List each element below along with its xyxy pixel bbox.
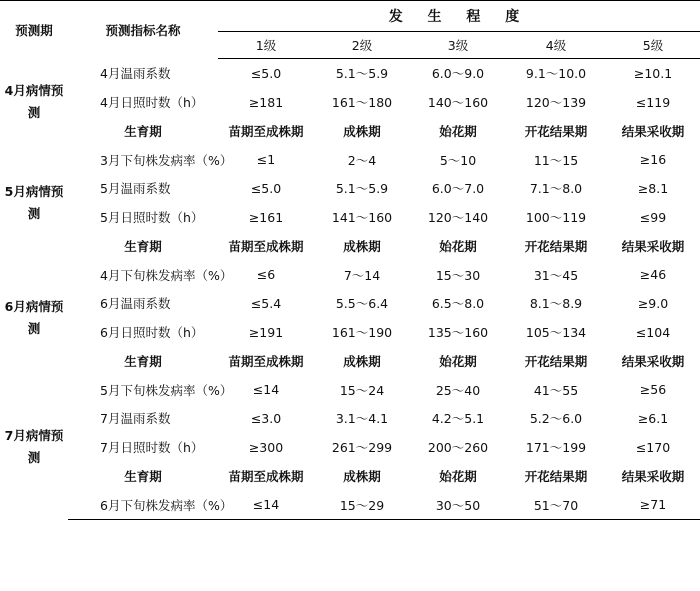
indicator-cell: 生育期 bbox=[124, 353, 162, 369]
value-cell-level-2: 7～14 bbox=[343, 267, 381, 283]
header-level-3: 3级 bbox=[410, 32, 506, 59]
table-row bbox=[0, 174, 700, 203]
value-cell-level-5: ≤170 bbox=[635, 439, 671, 455]
table-row bbox=[0, 232, 700, 261]
value-cell-level-5: ≤99 bbox=[639, 209, 667, 225]
value-cell-level-1: ≤14 bbox=[218, 490, 314, 519]
period-cell: 6月病情预测 bbox=[4, 298, 64, 336]
indicator-cell: 7月日照时数（h） bbox=[100, 440, 204, 456]
table-row bbox=[0, 318, 700, 347]
value-cell-level-5: ≥8.1 bbox=[637, 180, 669, 196]
header-level-5: 5级 bbox=[606, 32, 700, 59]
value-cell-level-4: 开花结果期 bbox=[524, 468, 588, 484]
indicator-cell: 4月温雨系数 bbox=[100, 66, 171, 82]
value-cell-level-5: ≥10.1 bbox=[633, 65, 673, 81]
value-cell-level-2: 15～29 bbox=[314, 490, 410, 519]
value-cell-level-3: 30～50 bbox=[410, 490, 506, 519]
value-cell-level-1: ≥181 bbox=[248, 94, 284, 110]
table-row bbox=[0, 433, 700, 462]
value-cell-level-1: ≥300 bbox=[248, 439, 284, 455]
period-cell: 5月病情预测 bbox=[4, 183, 64, 221]
value-cell-level-3: 120～140 bbox=[427, 210, 489, 226]
table-row bbox=[0, 462, 700, 491]
value-cell-level-3: 4.2～5.1 bbox=[431, 411, 485, 427]
indicator-cell: 4月日照时数（h） bbox=[100, 95, 204, 111]
value-cell-level-3: 6.5～8.0 bbox=[431, 296, 485, 312]
period-cell: 7月病情预测 bbox=[4, 428, 64, 466]
header-level-2: 2级 bbox=[314, 32, 410, 59]
value-cell-level-3: 15～30 bbox=[435, 267, 481, 283]
value-cell-level-2: 2～4 bbox=[347, 152, 377, 168]
indicator-cell: 6月温雨系数 bbox=[100, 296, 171, 312]
value-cell-level-1: ≤5.0 bbox=[250, 180, 282, 196]
value-cell-level-2: 161～190 bbox=[331, 325, 393, 341]
value-cell-level-2: 5.5～6.4 bbox=[335, 296, 389, 312]
value-cell-level-1: 苗期至成株期 bbox=[228, 238, 304, 254]
value-cell-level-5: ≥56 bbox=[639, 382, 667, 398]
value-cell-level-1: 苗期至成株期 bbox=[228, 123, 304, 139]
table-row bbox=[0, 59, 700, 88]
table-header bbox=[0, 1, 700, 59]
value-cell-level-4: 41～55 bbox=[533, 382, 579, 398]
value-cell-level-2: 成株期 bbox=[343, 123, 381, 139]
value-cell-level-3: 始花期 bbox=[439, 123, 477, 139]
header-row-1 bbox=[0, 1, 700, 32]
value-cell-level-5: 结果采收期 bbox=[621, 468, 685, 484]
table-row bbox=[0, 88, 700, 117]
value-cell-level-3: 6.0～9.0 bbox=[431, 66, 485, 82]
value-cell-level-5: ≥16 bbox=[639, 152, 667, 168]
value-cell-level-4: 8.1～8.9 bbox=[529, 296, 583, 312]
value-cell-level-1: ≤3.0 bbox=[250, 410, 282, 426]
value-cell-level-4: 开花结果期 bbox=[524, 353, 588, 369]
table-row bbox=[0, 145, 700, 174]
value-cell-level-4: 9.1～10.0 bbox=[525, 66, 587, 82]
value-cell-level-2: 161～180 bbox=[331, 95, 393, 111]
table-body bbox=[0, 59, 700, 520]
table-row bbox=[0, 203, 700, 232]
value-cell-level-3: 200～260 bbox=[427, 440, 489, 456]
value-cell-level-5: ≥46 bbox=[639, 267, 667, 283]
value-cell-level-3: 5～10 bbox=[439, 152, 477, 168]
value-cell-level-1: 苗期至成株期 bbox=[228, 468, 304, 484]
value-cell-level-4: 120～139 bbox=[525, 95, 587, 111]
value-cell-level-2: 成株期 bbox=[343, 238, 381, 254]
table-row bbox=[0, 404, 700, 433]
value-cell-level-4: 7.1～8.0 bbox=[529, 181, 583, 197]
value-cell-level-1: ≤14 bbox=[252, 382, 280, 398]
value-cell-level-1: ≤5.4 bbox=[250, 295, 282, 311]
value-cell-level-4: 5.2～6.0 bbox=[529, 411, 583, 427]
value-cell-level-3: 始花期 bbox=[439, 353, 477, 369]
indicator-cell: 6月下旬株发病率（%） bbox=[68, 490, 218, 519]
value-cell-level-4: 11～15 bbox=[533, 152, 579, 168]
table-row bbox=[0, 117, 700, 146]
value-cell-level-4: 105～134 bbox=[525, 325, 587, 341]
header-degree: 发 生 程 度 bbox=[218, 1, 700, 32]
value-cell-level-2: 成株期 bbox=[343, 468, 381, 484]
indicator-cell: 5月日照时数（h） bbox=[100, 210, 204, 226]
value-cell-level-2: 3.1～4.1 bbox=[335, 411, 389, 427]
value-cell-level-4: 31～45 bbox=[533, 267, 579, 283]
period-cell: 4月病情预测 bbox=[4, 82, 64, 120]
value-cell-level-4: 开花结果期 bbox=[524, 123, 588, 139]
indicator-cell: 生育期 bbox=[124, 123, 162, 139]
indicator-cell: 5月温雨系数 bbox=[100, 181, 171, 197]
value-cell-level-1: 苗期至成株期 bbox=[228, 353, 304, 369]
value-cell-level-2: 成株期 bbox=[343, 353, 381, 369]
header-level-1: 1级 bbox=[218, 32, 314, 59]
value-cell-level-5: 结果采收期 bbox=[621, 238, 685, 254]
value-cell-level-2: 5.1～5.9 bbox=[335, 181, 389, 197]
indicator-cell: 3月下旬株发病率（%） bbox=[100, 152, 233, 168]
value-cell-level-3: 始花期 bbox=[439, 468, 477, 484]
header-period: 预测期 bbox=[0, 1, 68, 59]
value-cell-level-2: 15～24 bbox=[339, 382, 385, 398]
value-cell-level-4: 171～199 bbox=[525, 440, 587, 456]
indicator-cell: 生育期 bbox=[124, 468, 162, 484]
indicator-cell: 4月下旬株发病率（%） bbox=[100, 267, 233, 283]
value-cell-level-4: 开花结果期 bbox=[524, 238, 588, 254]
value-cell-level-2: 5.1～5.9 bbox=[335, 66, 389, 82]
header-indicator: 预测指标名称 bbox=[68, 1, 218, 59]
table-row bbox=[0, 375, 700, 404]
value-cell-level-5: ≤104 bbox=[635, 324, 671, 340]
value-cell-level-5: ≤119 bbox=[635, 94, 671, 110]
value-cell-level-3: 始花期 bbox=[439, 238, 477, 254]
indicator-cell: 6月日照时数（h） bbox=[100, 325, 204, 341]
table-row bbox=[0, 490, 700, 519]
value-cell-level-4: 51～70 bbox=[506, 490, 606, 519]
value-cell-level-3: 135～160 bbox=[427, 325, 489, 341]
value-cell-level-3: 140～160 bbox=[427, 95, 489, 111]
table-row bbox=[0, 260, 700, 289]
indicator-cell: 5月下旬株发病率（%） bbox=[100, 382, 233, 398]
value-cell-level-1: ≥191 bbox=[248, 324, 284, 340]
value-cell-level-1: ≤1 bbox=[256, 152, 276, 168]
value-cell-level-1: ≥161 bbox=[248, 209, 284, 225]
value-cell-level-3: 25～40 bbox=[435, 382, 481, 398]
table-row bbox=[0, 347, 700, 376]
value-cell-level-5: 结果采收期 bbox=[621, 353, 685, 369]
header-level-4: 4级 bbox=[506, 32, 606, 59]
indicator-cell: 7月温雨系数 bbox=[100, 411, 171, 427]
value-cell-level-3: 6.0～7.0 bbox=[431, 181, 485, 197]
value-cell-level-1: ≤6 bbox=[256, 267, 276, 283]
value-cell-level-5: 结果采收期 bbox=[621, 123, 685, 139]
indicator-cell: 生育期 bbox=[124, 238, 162, 254]
value-cell-level-5: ≥71 bbox=[606, 490, 700, 519]
value-cell-level-5: ≥9.0 bbox=[637, 295, 669, 311]
value-cell-level-1: ≤5.0 bbox=[250, 65, 282, 81]
value-cell-level-2: 261～299 bbox=[331, 440, 393, 456]
table-row bbox=[0, 289, 700, 318]
value-cell-level-2: 141～160 bbox=[331, 210, 393, 226]
value-cell-level-5: ≥6.1 bbox=[637, 410, 669, 426]
value-cell-level-4: 100～119 bbox=[525, 210, 587, 226]
